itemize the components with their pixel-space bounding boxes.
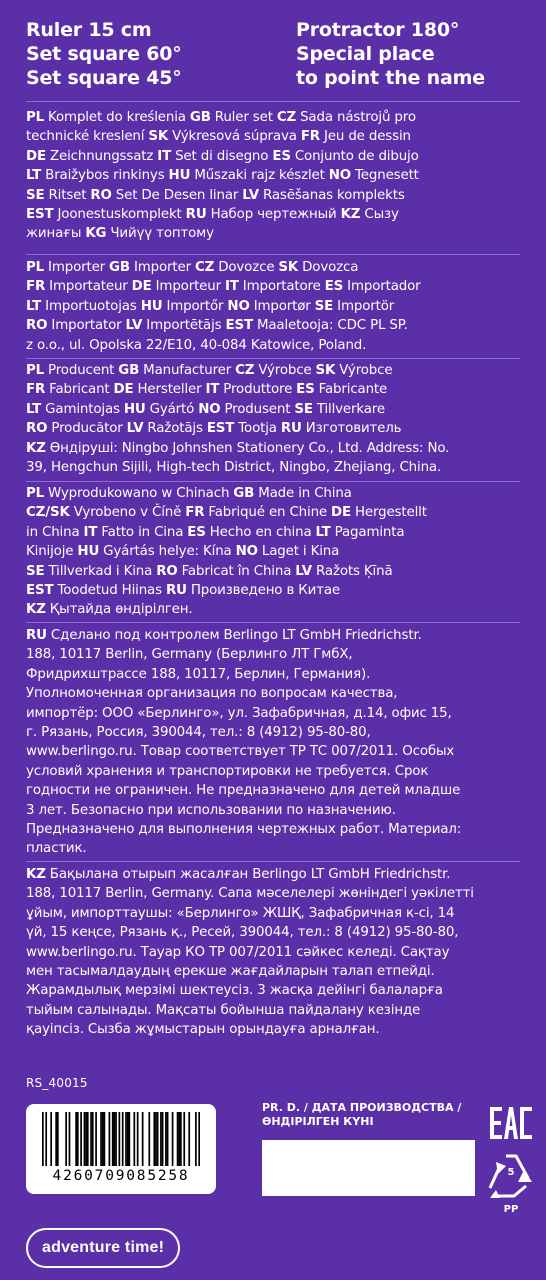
language-code: RO: [156, 563, 178, 579]
production-date-label-line2: ӨНДІРІЛГЕН КҮНІ: [262, 1115, 374, 1128]
language-code: RU: [26, 628, 47, 643]
translation-text: Изготовитель: [305, 421, 402, 437]
text-line: [26, 801, 538, 820]
language-code: ES: [324, 279, 344, 295]
language-code: KZ: [26, 602, 46, 618]
barcode-bar: [127, 1112, 129, 1166]
barcode-bar: [104, 1112, 106, 1166]
translation-text: г. Рязань, Россия, 390044, тел.: 8 (4912) 95-80-80,: [26, 725, 371, 741]
translation-text: Dovozca: [302, 260, 359, 275]
section-manufacturer: [26, 361, 538, 477]
translation-text: Importētājs: [146, 318, 222, 334]
barcode-bar: [137, 1112, 139, 1166]
barcode-bar: [122, 1112, 124, 1166]
production-date-field: [262, 1140, 475, 1196]
barcode: [26, 1104, 216, 1194]
language-code: ES: [187, 524, 206, 540]
translation-text: қауіпсіз. Сызба жұмыстарын орындауға арналған.: [26, 1022, 380, 1038]
translation-text: Producent: [48, 363, 115, 378]
language-code: SK: [315, 363, 336, 378]
text-line: [26, 600, 538, 619]
barcode-bar: [45, 1112, 47, 1166]
translation-text: in China: [26, 524, 80, 540]
recycle-icon: [486, 1148, 536, 1215]
translation-text: Wyprodukowano w Chinach: [48, 486, 230, 501]
section-made-in: [26, 484, 538, 620]
text-line: [26, 186, 538, 205]
barcode-bar: [102, 1112, 104, 1166]
text-line: [26, 704, 538, 723]
language-code: HU: [140, 298, 163, 314]
text-line: [26, 562, 538, 581]
translation-text: Набор чертежный: [210, 207, 337, 223]
translation-text: Жарамдылық мерзімі шектеусіз. 3 жасқа дейінгі балаларға: [26, 983, 443, 999]
translation-text: Made in China: [258, 486, 352, 501]
translation-text: Výkresová súprava: [172, 129, 297, 145]
translation-text: мен тасымалдаудың ерекше жағдайларын талап етпейді.: [26, 964, 435, 980]
text-line: [26, 742, 538, 761]
barcode-bar: [183, 1112, 185, 1166]
contents-left-column: [26, 18, 182, 90]
translation-text: Importator: [51, 318, 122, 334]
barcode-bar: [75, 1112, 77, 1166]
translation-text: Tillverkad i Kina: [48, 563, 153, 579]
translation-text: Producător: [51, 421, 123, 437]
translation-text: Manufacturer: [143, 363, 232, 378]
translation-text: пластик.: [26, 841, 87, 857]
language-code: HU: [168, 168, 191, 184]
translation-text: Tillverkare: [316, 401, 385, 417]
language-code: FR: [26, 279, 46, 295]
language-code: ES: [272, 148, 291, 164]
translation-text: Set di disegno: [175, 148, 269, 164]
translation-text: Уполномоченная организация по вопросам качества,: [26, 686, 398, 702]
recycle-number: 5: [507, 1167, 515, 1178]
text-line: [26, 166, 538, 185]
barcode-bar: [167, 1112, 169, 1166]
language-code: LT: [26, 298, 42, 314]
language-code: RU: [280, 421, 302, 437]
text-line: [26, 781, 538, 800]
language-code: DE: [113, 382, 134, 398]
language-code: NO: [235, 544, 258, 560]
translation-text: Produttore: [223, 382, 293, 398]
translation-text: Komplet do kreślenia: [48, 110, 186, 125]
barcode-bar: [157, 1112, 159, 1166]
section-ru-info: [26, 626, 538, 859]
barcode-bar: [180, 1112, 182, 1166]
translation-text: Ražotājs: [147, 421, 203, 437]
translation-text: үй, 15 кеңсе, Рязань қ., Ресей, 390044, тел.: 8 (4912) 95-80-80,: [26, 925, 459, 941]
barcode-bar: [165, 1112, 167, 1166]
item-name-place-cont: to point the name: [296, 67, 485, 89]
language-code: KZ: [26, 440, 46, 456]
language-code: CZ: [235, 363, 255, 378]
language-code: SK: [148, 129, 169, 145]
translation-text: Toodetud Hiinas: [57, 583, 162, 599]
text-line: [26, 277, 538, 296]
text-line: [26, 458, 538, 477]
translation-text: Fabricante: [318, 382, 388, 398]
language-code: GB: [233, 486, 255, 501]
translation-text: Importatore: [242, 279, 321, 295]
barcode-bar: [114, 1112, 116, 1166]
barcode-bar: [177, 1112, 179, 1166]
language-code: FR: [26, 382, 46, 398]
language-code: KG: [85, 226, 107, 242]
language-code: CZ: [194, 260, 215, 275]
divider: [26, 358, 520, 359]
language-code: DE: [26, 148, 46, 164]
translation-text: Fabricant: [49, 382, 110, 398]
language-code: EST: [26, 583, 54, 599]
translation-text: условий хранения и транспортировки не требуется. Срок: [26, 763, 429, 779]
translation-text: z o.o., ul. Opolska 22/E10, 40-084 Katowice, Poland.: [26, 337, 367, 353]
language-code: NO: [198, 401, 221, 417]
language-code: CZ: [276, 110, 297, 125]
barcode-bar: [77, 1112, 79, 1166]
text-line: [26, 723, 538, 742]
language-code: DE: [131, 279, 152, 295]
translation-text: Conjunto de dibujo: [294, 148, 419, 164]
language-code: LV: [126, 421, 144, 437]
translation-text: годности не ограничен. Не предназначено для детей младше: [26, 783, 461, 799]
translation-text: Rasēšanas komplekts: [263, 187, 405, 203]
text-line: [26, 542, 538, 561]
barcode-bar: [112, 1112, 114, 1166]
text-line: [26, 904, 538, 923]
barcode-bar: [148, 1112, 150, 1166]
item-protractor: Protractor 180°: [296, 19, 460, 41]
translation-text: Jeu de dessin: [323, 129, 411, 145]
divider: [26, 622, 520, 623]
text-line: [26, 361, 538, 380]
barcode-bar: [100, 1112, 102, 1166]
divider: [26, 101, 520, 102]
barcode-bar: [55, 1112, 57, 1166]
text-line: [26, 297, 538, 316]
translation-text: Výrobce: [258, 363, 312, 378]
barcode-bar: [162, 1112, 164, 1166]
translation-text: Výrobce: [339, 363, 393, 378]
translation-text: Set De Desen linar: [115, 187, 239, 203]
language-code: DE: [331, 505, 351, 521]
language-code: GB: [109, 260, 130, 275]
language-code: NO: [328, 168, 352, 184]
translation-text: Hecho en china: [209, 524, 312, 540]
translation-text: Gyártás helye: Kína: [103, 544, 232, 560]
translation-text: Ražots Ķīnā: [316, 563, 393, 579]
language-code: CZ/SK: [26, 505, 70, 521]
text-line: [26, 884, 538, 903]
language-code: EST: [206, 421, 235, 437]
language-code: FR: [300, 129, 320, 145]
barcode-bar: [69, 1112, 71, 1166]
translation-text: Importer: [133, 260, 191, 275]
translation-text: www.berlingo.ru. Товар соответствует ТР ТС 007/2011. Особых: [26, 744, 455, 760]
barcode-bar: [50, 1112, 52, 1166]
text-line: [26, 923, 538, 942]
contents-right-column: [296, 18, 485, 90]
translation-text: Предназначено для выполнения чертежных работ. Материал:: [26, 822, 462, 838]
text-line: [26, 205, 538, 224]
language-code: PL: [26, 363, 45, 378]
translation-text: тыйым салынады. Мақсаты бойынша пайдалану кезінде: [26, 1002, 421, 1018]
barcode-bar: [115, 1112, 117, 1166]
translation-text: Laget i Kina: [261, 544, 340, 560]
text-line: [26, 762, 538, 781]
text-line: [26, 1001, 538, 1020]
production-date-label: [262, 1101, 482, 1129]
language-code: RO: [26, 421, 48, 437]
language-code: PL: [26, 486, 45, 501]
translation-text: Gyártó: [149, 401, 195, 417]
language-code: RU: [185, 207, 207, 223]
translation-text: Fatto in Cina: [101, 524, 184, 540]
barcode-bar: [84, 1112, 86, 1166]
divider: [26, 254, 520, 255]
translation-text: импортёр: ООО «Берлинго», ул. Зафабричная, д.14, офис 15,: [26, 705, 452, 721]
translation-text: Сызу: [364, 207, 399, 223]
language-code: HU: [77, 544, 100, 560]
barcode-bar: [57, 1112, 59, 1166]
language-code: EST: [225, 318, 253, 334]
translation-text: Kinijoje: [26, 544, 74, 560]
translation-text: Maaletooja: CDC PL SP.: [256, 318, 408, 334]
language-code: LV: [295, 563, 313, 579]
translation-text: Vyrobeno v Číně: [73, 505, 182, 521]
translation-text: Pagaminta: [334, 524, 405, 540]
item-name-place: Special place: [296, 43, 435, 65]
language-code: ES: [296, 382, 315, 398]
text-line: [26, 419, 538, 438]
translation-text: Importador: [347, 279, 421, 295]
barcode-bar: [109, 1112, 111, 1166]
barcode-bar: [153, 1112, 155, 1166]
barcode-bar: [42, 1112, 44, 1166]
production-date-label-line1: PR. D. / ДАТА ПРОИЗВОДСТВА /: [262, 1101, 462, 1114]
text-line: [26, 484, 538, 503]
language-code: LT: [26, 401, 42, 417]
text-line: [26, 336, 538, 355]
text-line: [26, 400, 538, 419]
barcode-bar: [80, 1112, 82, 1166]
translation-text: Hergestellt: [354, 505, 427, 521]
barcode-bars: [42, 1112, 200, 1166]
barcode-bar: [198, 1112, 200, 1166]
language-code: GB: [189, 110, 211, 125]
text-line: [26, 684, 538, 703]
barcode-bar: [90, 1112, 92, 1166]
translation-text: Сделано под контролем Berlingo LT GmbH Friedrichstr.: [50, 628, 422, 643]
translation-text: Braižybos rinkinys: [45, 168, 165, 184]
translation-text: Importuotojas: [45, 298, 137, 314]
product-contents-header: [26, 18, 536, 94]
text-line: [26, 865, 538, 884]
text-line: [26, 820, 538, 839]
text-line: [26, 439, 538, 458]
language-code: LV: [125, 318, 143, 334]
translation-text: Sada nástrojů pro: [300, 110, 416, 125]
text-line: [26, 503, 538, 522]
eac-icon: [488, 1101, 534, 1147]
language-code: SE: [26, 563, 45, 579]
language-code: FR: [185, 505, 205, 521]
language-code: KZ: [340, 207, 361, 223]
barcode-bar: [92, 1112, 94, 1166]
barcode-bar: [125, 1112, 127, 1166]
translation-text: 188, 10117 Berlin, Germany. Сапа мәселелері жөніндегі уәкілетті: [26, 886, 474, 902]
translation-text: Műszaki rajz készlet: [194, 168, 325, 184]
text-line: [26, 224, 538, 243]
item-set-square-45: Set square 45°: [26, 67, 182, 89]
barcode-bar: [172, 1112, 174, 1166]
barcode-bar: [160, 1112, 162, 1166]
barcode-bar: [119, 1112, 121, 1166]
translation-text: Бақылана отырып жасалған Berlingo LT GmbH Friedrichstr.: [49, 867, 451, 882]
item-set-square-60: Set square 60°: [26, 43, 182, 65]
language-code: IT: [224, 279, 239, 295]
language-code: LT: [315, 524, 331, 540]
barcode-bar: [95, 1112, 97, 1166]
language-code: RU: [165, 583, 187, 599]
article-number: RS_40015: [26, 1076, 88, 1090]
language-code: SK: [278, 260, 299, 275]
translation-text: Zeichnungssatz: [49, 148, 154, 164]
text-line: [26, 962, 538, 981]
language-code: SE: [26, 187, 45, 203]
translation-text: 188, 10117 Berlin, Germany (Берлинго ЛТ ГмбХ,: [26, 647, 353, 663]
barcode-number: 4260709085258: [52, 1168, 190, 1184]
translation-text: Dovozce: [218, 260, 275, 275]
item-ruler: Ruler 15 cm: [26, 19, 152, 41]
barcode-bar: [142, 1112, 144, 1166]
text-line: [26, 523, 538, 542]
barcode-bar: [85, 1112, 87, 1166]
translation-text: 39, Hengchun Sijili, High-tech District, Ningbo, Zhejiang, China.: [26, 460, 442, 476]
language-code: IT: [157, 148, 172, 164]
translation-text: Importör: [337, 298, 395, 314]
translation-text: technické kreslení: [26, 129, 145, 145]
text-line: [26, 316, 538, 335]
language-code: PL: [26, 260, 45, 275]
language-code: RO: [90, 187, 112, 203]
text-line: [26, 258, 538, 277]
translation-text: Importør: [253, 298, 311, 314]
language-code: LT: [26, 168, 42, 184]
language-code: PL: [26, 110, 45, 125]
divider: [26, 861, 520, 862]
translation-text: Чийүү топтому: [110, 226, 214, 242]
language-code: RO: [26, 318, 48, 334]
translation-text: Joonestuskomplekt: [57, 207, 182, 223]
translation-text: Gamintojas: [45, 401, 120, 417]
translation-text: Importeur: [155, 279, 221, 295]
barcode-bar: [128, 1112, 130, 1166]
barcode-bar: [178, 1112, 180, 1166]
barcode-bar: [133, 1112, 135, 1166]
language-code: IT: [83, 524, 98, 540]
translation-text: Importateur: [49, 279, 128, 295]
translation-text: Ruler set: [214, 110, 273, 125]
language-code: HU: [123, 401, 146, 417]
language-code: IT: [205, 382, 220, 398]
text-line: [26, 127, 538, 146]
barcode-bar: [195, 1112, 197, 1166]
text-line: [26, 839, 538, 858]
slogan-badge: adventure time!: [26, 1228, 180, 1268]
section-product-name: [26, 108, 538, 244]
translation-text: Қытайда өндірілген.: [49, 602, 193, 618]
language-code: KZ: [26, 867, 46, 882]
text-line: [26, 981, 538, 1000]
text-line: [26, 147, 538, 166]
translation-text: Фридрихштрассе 188, 10117, Берлин, Германия).: [26, 666, 371, 682]
text-line: [26, 1020, 538, 1039]
translation-text: Произведено в Китае: [190, 583, 340, 599]
text-line: [26, 626, 538, 645]
text-line: [26, 943, 538, 962]
translation-text: 3 лет. Безопасно при использовании по назначению.: [26, 802, 396, 818]
translation-text: Tegnesett: [355, 168, 419, 184]
barcode-bar: [188, 1112, 190, 1166]
language-code: LV: [242, 187, 260, 203]
section-kz-info: [26, 865, 538, 1040]
translation-text: Hersteller: [137, 382, 202, 398]
translation-text: Өндіруші: Ningbo Johnshen Stationery Co., Ltd. Address: No.: [49, 440, 450, 456]
language-code: SE: [314, 298, 334, 314]
language-code: EST: [26, 207, 54, 223]
section-importer: [26, 258, 538, 355]
translation-text: Fabricat în China: [181, 563, 292, 579]
translation-text: Importőr: [166, 298, 224, 314]
translation-text: Ritset: [48, 187, 87, 203]
translation-text: Importer: [48, 260, 106, 275]
text-line: [26, 108, 538, 127]
text-line: [26, 581, 538, 600]
translation-text: Produsent: [224, 401, 291, 417]
translation-text: жинағы: [26, 226, 82, 242]
translation-text: www.berlingo.ru. Тауар КО ТР 007/2011 сәйкес келеді. Сақтау: [26, 944, 450, 960]
text-line: [26, 665, 538, 684]
divider: [26, 481, 520, 482]
translation-text: ұйым, импорттаушы: «Берлинго» ЖШҚ, Зафабричная к-сі, 14: [26, 905, 455, 921]
translation-text: Tootja: [238, 421, 277, 437]
recycle-material-code: PP: [503, 1204, 519, 1215]
text-line: [26, 380, 538, 399]
language-code: GB: [118, 363, 140, 378]
barcode-bar: [65, 1112, 67, 1166]
text-line: [26, 645, 538, 664]
barcode-bar: [155, 1112, 157, 1166]
language-code: SE: [294, 401, 313, 417]
barcode-bar: [87, 1112, 89, 1166]
translation-text: Fabriqué en Chine: [208, 505, 328, 521]
language-code: NO: [227, 298, 250, 314]
